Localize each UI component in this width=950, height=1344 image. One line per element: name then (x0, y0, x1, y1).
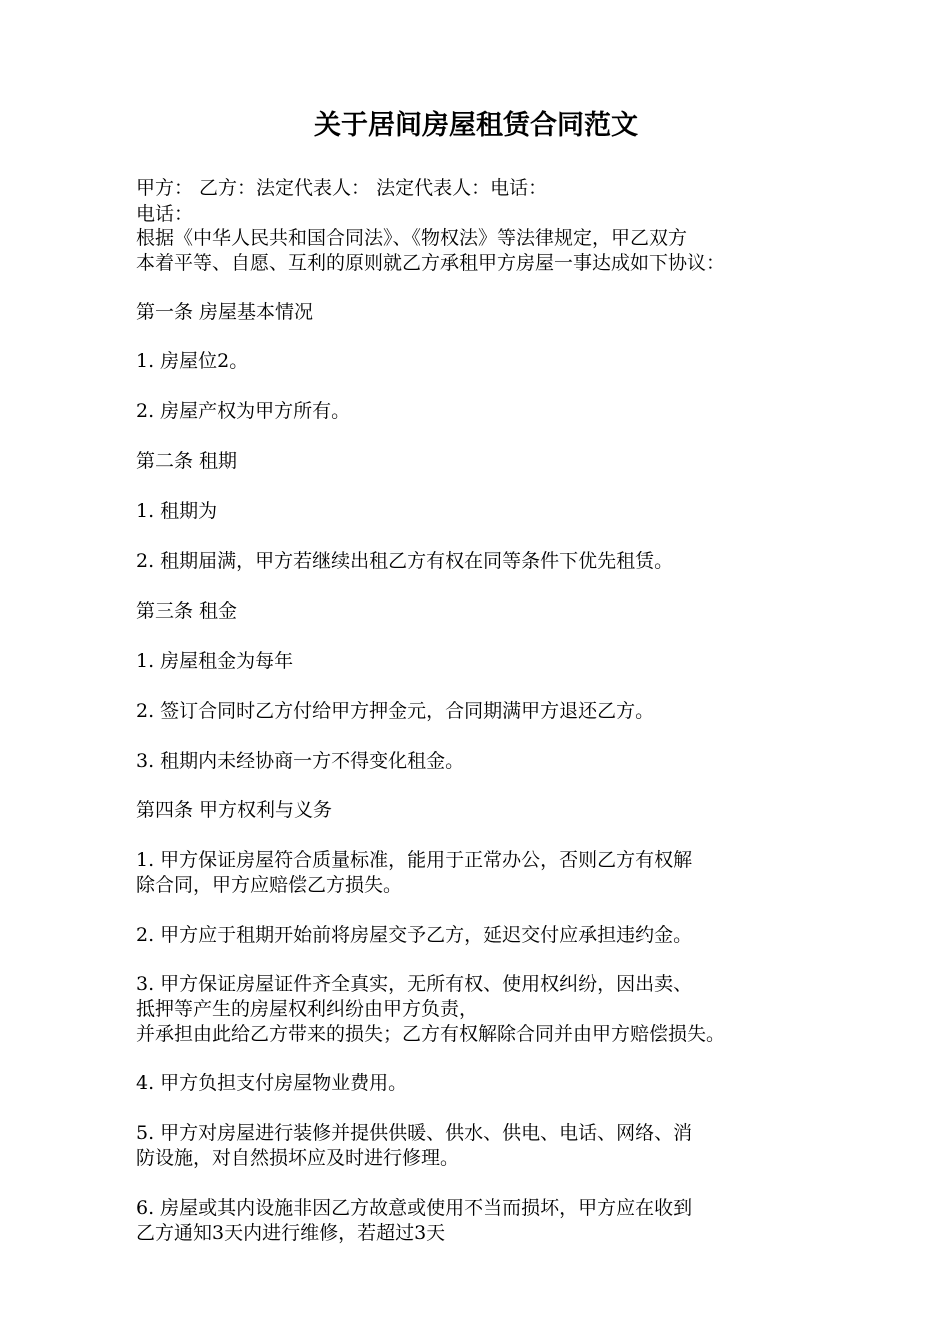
intro-line-1: 根据《中华人民共和国合同法》、《物权法》等法律规定，甲乙双方 (136, 227, 688, 249)
article-4-item-6-line-1: 6. 房屋或其内设施非因乙方故意或使用不当而损坏，甲方应在收到 (136, 1197, 693, 1219)
article-1-item-2: 2. 房屋产权为甲方所有。 (136, 400, 351, 422)
article-3-item-1: 1. 房屋租金为每年 (136, 650, 294, 672)
article-4-item-3-line-2: 抵押等产生的房屋权利纠纷由甲方负责， (136, 998, 479, 1020)
article-1-heading: 第一条 房屋基本情况 (136, 301, 314, 323)
article-3-item-3: 3. 租期内未经协商一方不得变化租金。 (136, 750, 465, 772)
intro-line-2: 本着平等、自愿、互利的原则就乙方承租甲方房屋一事达成如下协议： (136, 252, 726, 274)
article-2-heading: 第二条 租期 (136, 450, 238, 472)
article-3-heading: 第三条 租金 (136, 600, 238, 622)
article-4-item-4: 4. 甲方负担支付房屋物业费用。 (136, 1072, 408, 1094)
article-4-item-1-line-1: 1. 甲方保证房屋符合质量标准，能用于正常办公，否则乙方有权解 (136, 849, 693, 871)
article-4-item-3-line-3: 并承担由此给乙方带来的损失；乙方有权解除合同并由甲方赔偿损失。 (136, 1023, 726, 1045)
article-2-item-1: 1. 租期为 (136, 500, 218, 522)
article-4-item-5-line-1: 5. 甲方对房屋进行装修并提供供暖、供水、供电、电话、网络、消 (136, 1122, 693, 1144)
article-3-item-2: 2. 签订合同时乙方付给甲方押金元，合同期满甲方退还乙方。 (136, 700, 655, 722)
article-4-heading: 第四条 甲方权利与义务 (136, 799, 333, 821)
article-1-item-1: 1. 房屋位2。 (136, 350, 249, 372)
article-4-item-6-line-2: 乙方通知3天内进行维修，若超过3天 (136, 1222, 446, 1244)
phone-line: 电话： (136, 203, 194, 225)
document-title: 关于居间房屋租赁合同范文 (314, 110, 638, 141)
article-2-item-2: 2. 租期届满，甲方若继续出租乙方有权在同等条件下优先租赁。 (136, 550, 674, 572)
article-4-item-1-line-2: 除合同，甲方应赔偿乙方损失。 (136, 874, 403, 896)
article-4-item-2: 2. 甲方应于租期开始前将房屋交予乙方，延迟交付应承担违约金。 (136, 924, 693, 946)
parties-line: 甲方： 乙方：法定代表人： 法定代表人：电话： (136, 177, 548, 199)
article-4-item-3-line-1: 3. 甲方保证房屋证件齐全真实，无所有权、使用权纠纷，因出卖、 (136, 973, 693, 995)
article-4-item-5-line-2: 防设施，对自然损坏应及时进行修理。 (136, 1147, 460, 1169)
